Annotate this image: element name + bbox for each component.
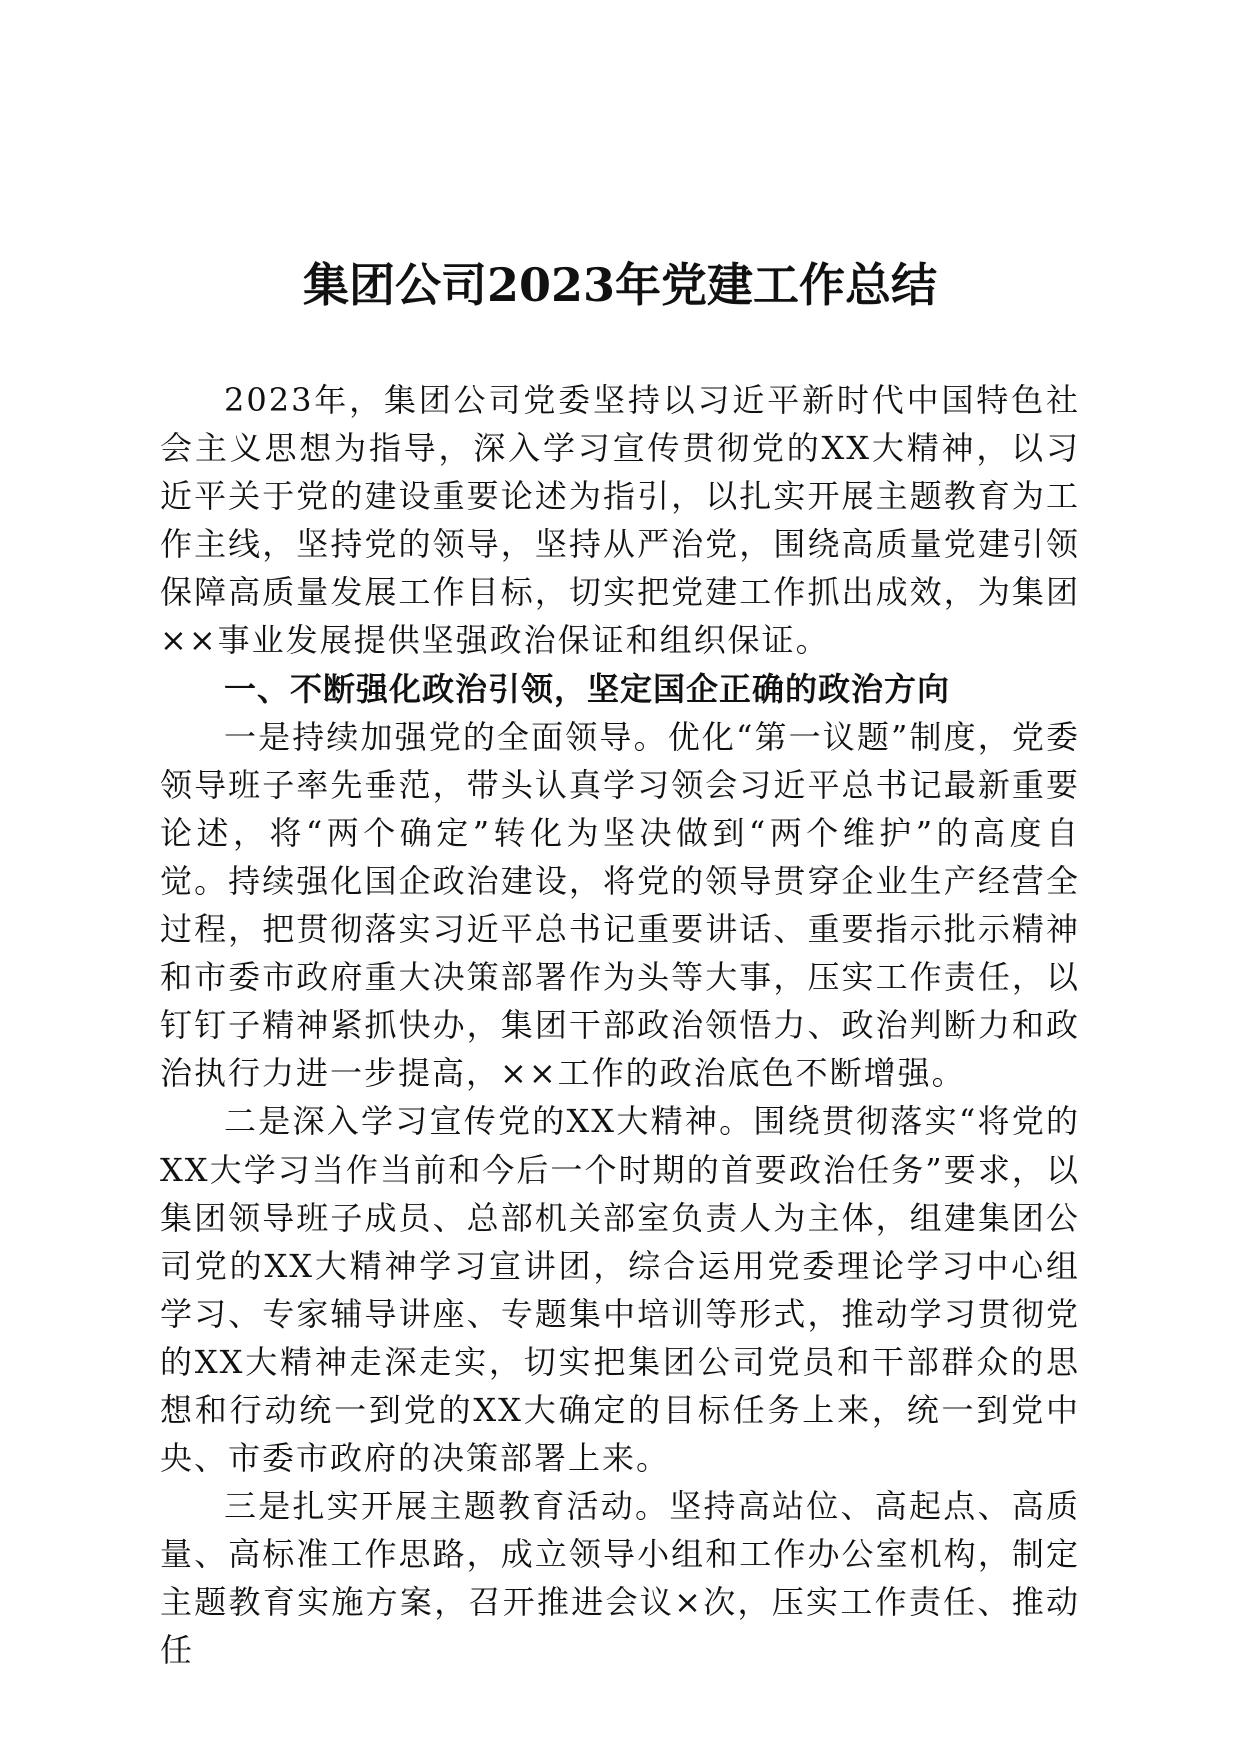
section-1-paragraph-2: 二是深入学习宣传党的XX大精神。围绕贯彻落实“将党的XX大学习当作当前和今后一个时期的首要政治任务”要求，以集团领导班子成员、总部机关部室负责人为主体，组建集团公司党的XX大精神学习宣讲团，综合运用党委理论学习中心组学习、专家辅导讲座、专题集中培训等形式，推动学习贯彻党的XX大精神走深走实，切实把集团公司党员和干部群众的思想和行动统一到党的XX大确定的目标任务上来，统一到党中央、市委市政府的决策部署上来。 bbox=[160, 1102, 1080, 1478]
document-body bbox=[160, 376, 1080, 1675]
intro-paragraph: 2023年，集团公司党委坚持以习近平新时代中国特色社会主义思想为指导，深入学习宣传贯彻党的XX大精神，以习近平关于党的建设重要论述为指引，以扎实开展主题教育为工作主线，坚持党的领导，坚持从严治党，围绕高质量党建引领保障高质量发展工作目标，切实把党建工作抓出成效，为集团××事业发展提供坚强政治保证和组织保证。 bbox=[160, 381, 1080, 660]
section-1-paragraph-1: 一是持续加强党的全面领导。优化“第一议题”制度，党委领导班子率先垂范，带头认真学习领会习近平总书记最新重要论述，将“两个确定”转化为坚决做到“两个维护”的高度自觉。持续强化国企政治建设，将党的领导贯穿企业生产经营全过程，把贯彻落实习近平总书记重要讲话、重要指示批示精神和市委市政府重大决策部署作为头等大事，压实工作责任，以钉钉子精神紧抓快办，集团干部政治领悟力、政治判断力和政治执行力进一步提高，××工作的政治底色不断增强。 bbox=[160, 717, 1080, 1093]
section-1-heading: 一、不断强化政治引领，坚定国企正确的政治方向 bbox=[224, 669, 951, 708]
document-title: 集团公司2023年党建工作总结 bbox=[302, 258, 938, 312]
section-1-paragraph-3: 三是扎实开展主题教育活动。坚持高站位、高起点、高质量、高标准工作思路，成立领导小组和工作办公室机构，制定主题教育实施方案，召开推进会议×次，压实工作责任、推动任 bbox=[160, 1487, 1080, 1670]
